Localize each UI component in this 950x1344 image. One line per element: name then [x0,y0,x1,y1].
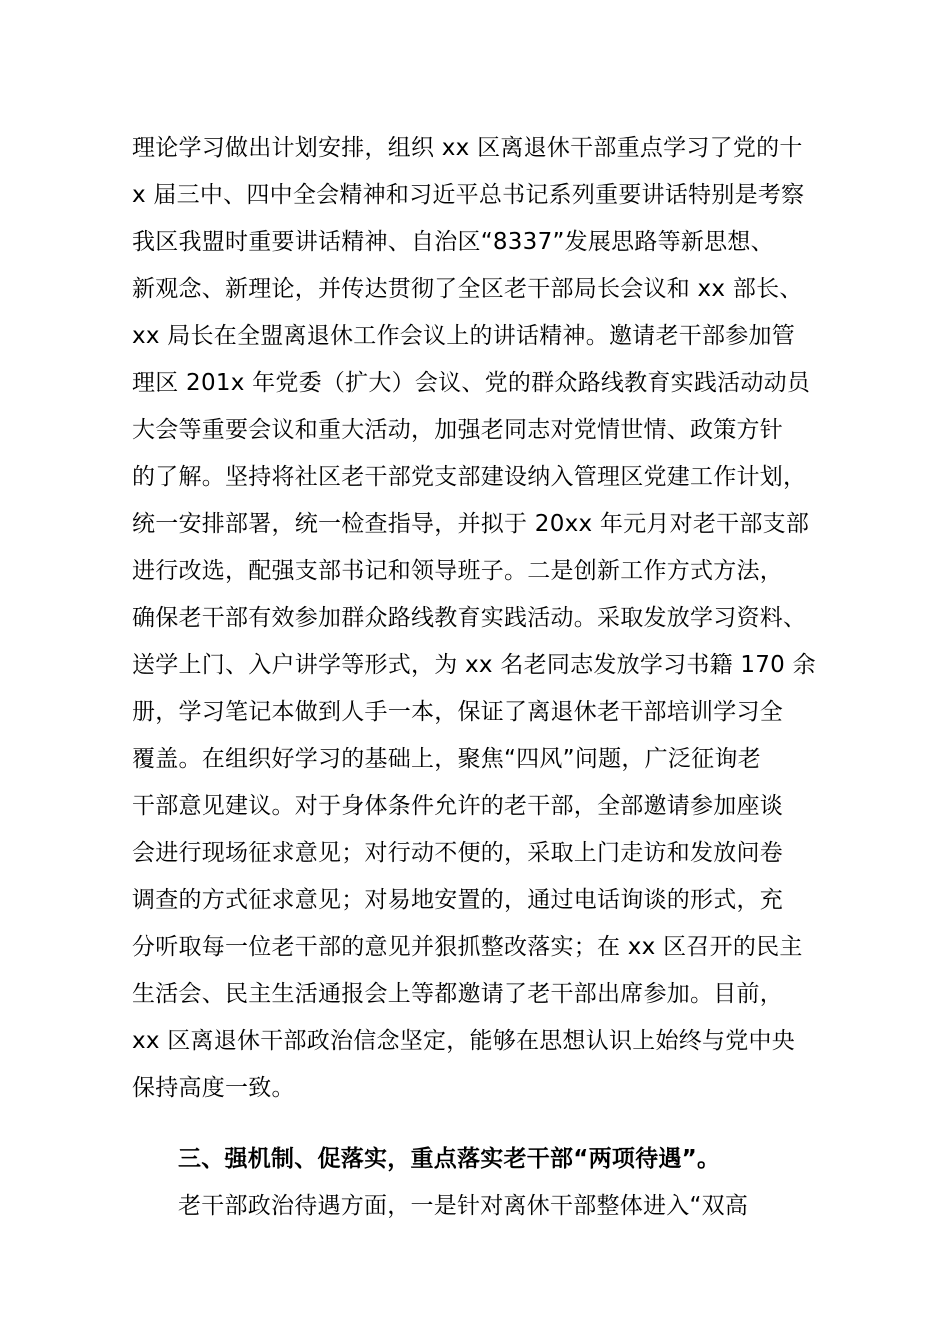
body-line-19: 生活会、民主生活通报会上等都邀请了老干部出席参加。目前， [132,981,783,1007]
body-line-11: 确保老干部有效参加群众路线教育实践活动。采取发放学习资料、 [132,605,807,631]
body-line-7: 大会等重要会议和重大活动，加强老同志对党情世情、政策方针 [132,417,783,443]
body-line-4: 新观念、新理论，并传达贯彻了全区老干部局长会议和 xx 部长、 [132,276,803,302]
body-line-15: 干部意见建议。对于身体条件允许的老干部，全部邀请参加座谈 [132,793,783,819]
body-line-3: 我区我盟时重要讲话精神、自治区“8337”发展思路等新思想、 [132,229,774,255]
body-line-21: 保持高度一致。 [132,1075,295,1101]
body-line-2: x 届三中、四中全会精神和习近平总书记系列重要讲话特别是考察 [132,182,805,208]
body-line-5: xx 局长在全盟离退休工作会议上的讲话精神。邀请老干部参加管 [132,323,796,349]
body-line-14: 覆盖。在组织好学习的基础上，聚焦“四风”问题，广泛征询老 [132,746,761,772]
body-line-12: 送学上门、入户讲学等形式，为 xx 名老同志发放学习书籍 170 余 [132,652,816,678]
body-line-1: 理论学习做出计划安排，组织 xx 区离退休干部重点学习了党的十 [132,135,803,161]
body-line-6: 理区 201x 年党委（扩大）会议、党的群众路线教育实践活动动员 [132,370,811,396]
paragraph-first-line: 老干部政治待遇方面，一是针对离休干部整体进入“双高 [178,1193,749,1219]
body-line-20: xx 区离退休干部政治信念坚定，能够在思想认识上始终与党中央 [132,1028,796,1054]
body-line-18: 分听取每一位老干部的意见并狠抓整改落实；在 xx 区召开的民主 [132,934,803,960]
body-line-8: 的了解。坚持将社区老干部党支部建设纳入管理区党建工作计划， [132,464,807,490]
body-line-10: 进行改选，配强支部书记和领导班子。二是创新工作方式方法， [132,558,783,584]
section-heading: 三、强机制、促落实，重点落实老干部“两项待遇”。 [178,1146,721,1172]
body-line-13: 册，学习笔记本做到人手一本，保证了离退休老干部培训学习全 [132,699,783,725]
body-line-17: 调查的方式征求意见；对易地安置的，通过电话询谈的形式，充 [132,887,783,913]
body-line-9: 统一安排部署，统一检查指导，并拟于 20xx 年元月对老干部支部 [132,511,810,537]
body-line-16: 会进行现场征求意见；对行动不便的，采取上门走访和发放问卷 [132,840,783,866]
